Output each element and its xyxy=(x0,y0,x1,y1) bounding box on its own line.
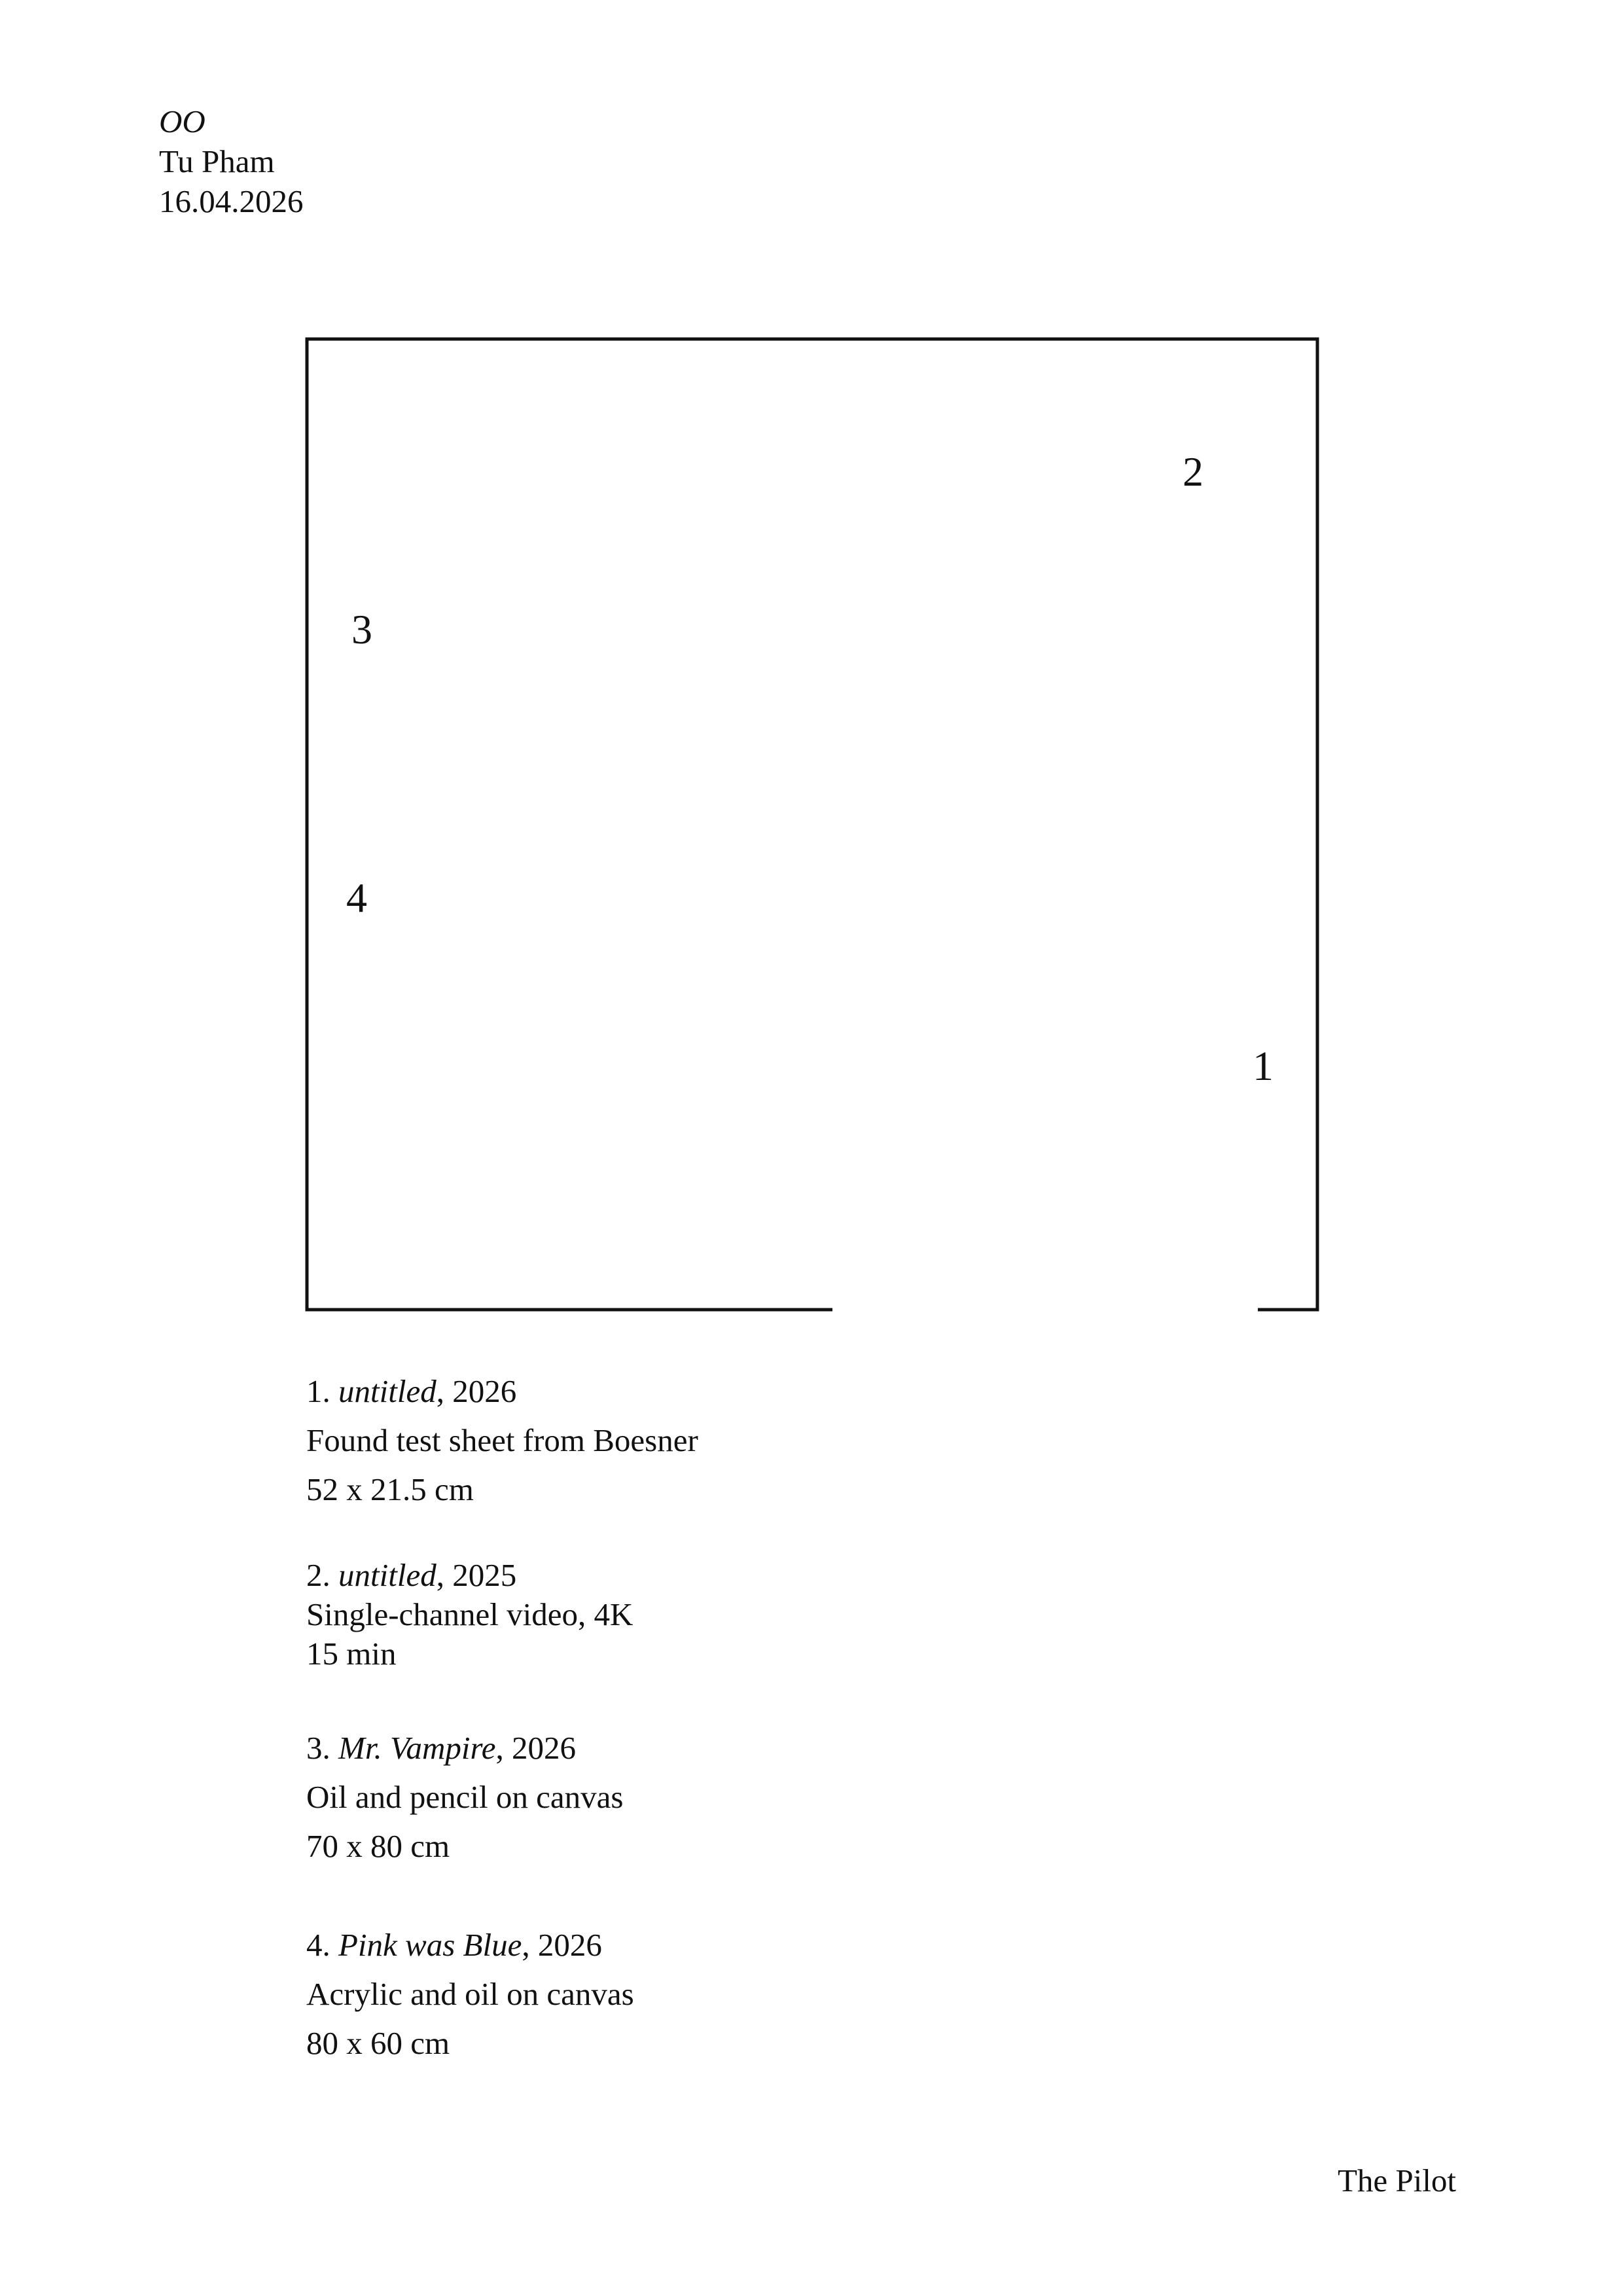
work-year: , 2026 xyxy=(522,1927,602,1963)
work-medium: Found test sheet from Boesner xyxy=(306,1422,698,1458)
work-number: 4. xyxy=(306,1927,330,1963)
artist-name: Tu Pham xyxy=(159,143,275,179)
floor-plan-marker-1: 1 xyxy=(1253,1043,1274,1089)
work-size: 15 min xyxy=(306,1636,397,1672)
work-size: 52 x 21.5 cm xyxy=(306,1471,474,1507)
work-title: Pink was Blue xyxy=(338,1927,522,1963)
work-size: 70 x 80 cm xyxy=(306,1828,450,1864)
work-title-line xyxy=(306,1556,633,1595)
work-entry-1 xyxy=(306,1367,698,1514)
work-year: , 2026 xyxy=(436,1373,517,1409)
work-number: 2. xyxy=(306,1557,330,1593)
floor-plan-marker-4: 4 xyxy=(346,874,367,921)
floor-plan-marker-3: 3 xyxy=(351,606,372,653)
work-entry-3 xyxy=(306,1723,623,1871)
work-number: 3. xyxy=(306,1730,330,1766)
floor-plan-marker-2: 2 xyxy=(1183,448,1204,495)
work-number: 1. xyxy=(306,1373,330,1409)
work-year: , 2025 xyxy=(436,1557,517,1593)
work-medium: Single-channel video, 4K xyxy=(306,1596,633,1632)
work-entry-2 xyxy=(306,1556,633,1674)
work-title: untitled xyxy=(338,1557,437,1593)
work-entry-4 xyxy=(306,1920,634,2068)
exhibition-title: OO xyxy=(159,103,205,139)
work-medium: Acrylic and oil on canvas xyxy=(306,1976,634,2012)
work-year: , 2026 xyxy=(495,1730,576,1766)
work-title: untitled xyxy=(338,1373,437,1409)
work-title: Mr. Vampire xyxy=(338,1730,496,1766)
venue-name: The Pilot xyxy=(1337,2162,1456,2198)
work-title-line xyxy=(306,1723,623,1772)
work-title-line xyxy=(306,1367,698,1416)
floor-plan-wall xyxy=(307,339,1317,1310)
work-title-line xyxy=(306,1920,634,1969)
work-medium: Oil and pencil on canvas xyxy=(306,1779,624,1815)
exhibition-date: 16.04.2026 xyxy=(159,183,304,219)
work-size: 80 x 60 cm xyxy=(306,2025,450,2061)
